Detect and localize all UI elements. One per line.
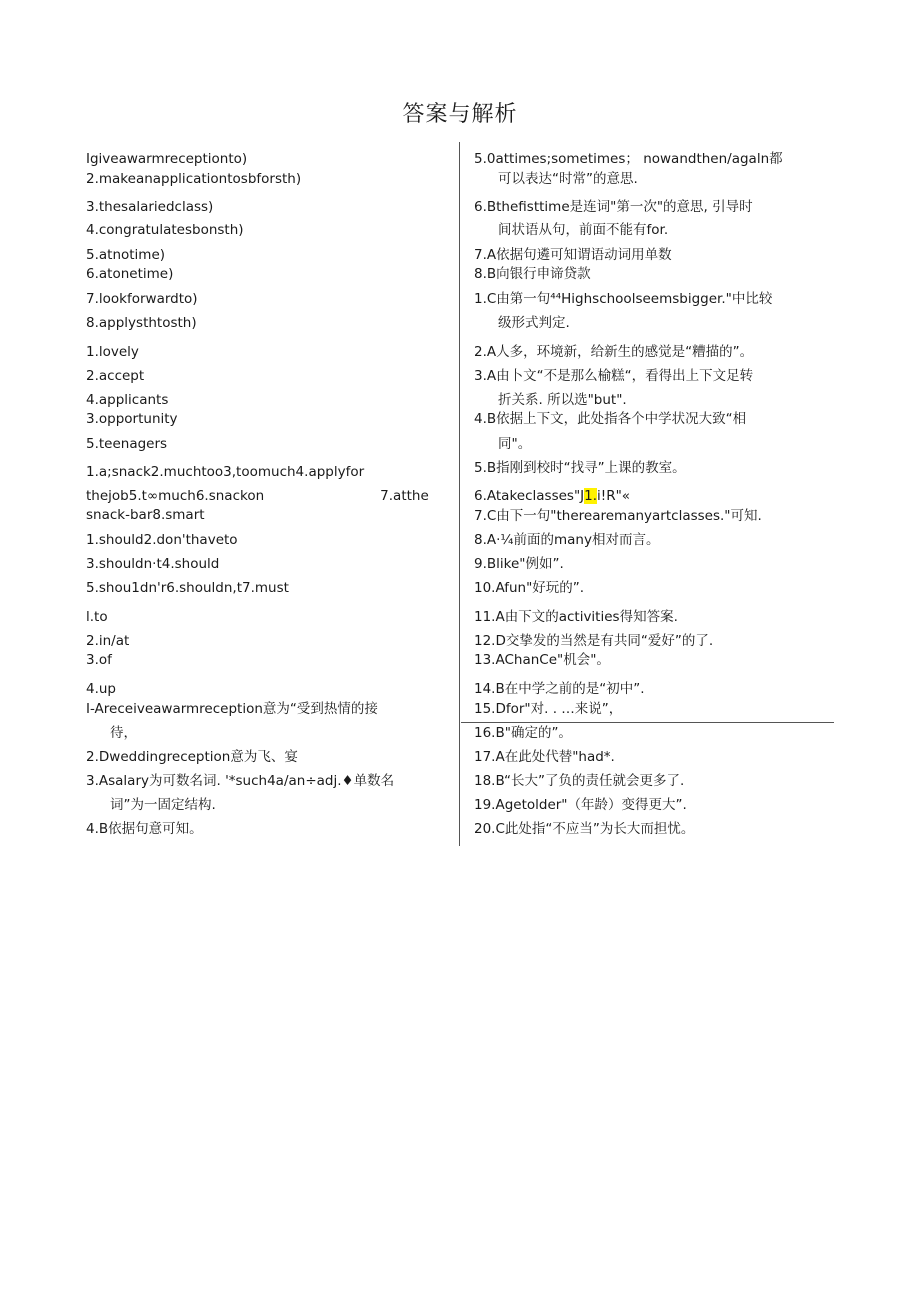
answer-line: 5.0attimes;sometimes； nowandthen/agaln都 [474,151,783,167]
answer-line: 可以表达“时常”的意思. [498,171,638,187]
answer-line: I-Areceiveawarmreception意为“受到热情的接 [86,701,378,717]
answer-line: 3.of [86,652,112,668]
answer-line: 2.makeanapplicationtosbforsth) [86,171,302,187]
answer-text: 7.atthe [380,488,429,504]
answer-line-split [86,487,429,505]
answer-line: 3.shouldn·t4.should [86,556,220,572]
answer-line: 4.applicants [86,392,169,408]
answer-line: 待， [110,725,137,741]
highlight-mark: 1. [584,488,598,504]
right-column-rule [461,722,834,723]
answer-line: 16.B"确定的”。 [474,725,572,741]
answer-text: 6.Atakeclasses"J [474,488,585,504]
answer-line: 8.B向银行申谛贷款 [474,266,591,282]
answer-line: l.to [86,609,108,625]
answer-line: 14.B在中学之前的是“初中”. [474,681,645,697]
answer-line: 3.thesalariedclass) [86,199,214,215]
answer-line: 8.A·¼前面的many相对而言。 [474,532,660,548]
answer-line: 3.Asalary为可数名词. '*such4a/an÷adj.♦单数名 [86,773,395,789]
answer-line: 折关系. 所以选"but". [498,392,627,408]
answer-line: 4.congratulatesbonsth) [86,222,244,238]
answer-line: 6.Bthefisttime是连词"第一次"的意思, 引导时 [474,199,753,215]
answer-line: 4.B依据句意可知。 [86,821,203,837]
answer-line: 1.C由第一句⁴⁴Highschoolseemsbigger."中比较 [474,291,773,307]
answer-line: 词”为一固定结构. [110,797,216,813]
answer-line: 3.A由卜文“不是那么榆糕“，看得出上下文足转 [474,368,754,384]
answer-line: 5.B指刚到校时“找寻”上课的教室。 [474,460,686,476]
answer-text: thejob5.t∞much6.snackon [86,488,265,504]
answer-line: 12.D交挚发的当然是有共同“爱好”的了. [474,633,714,649]
answer-line: 8.applysthtosth) [86,315,197,331]
answer-line: 5.teenagers [86,436,168,452]
answer-line: 4.B依据上下文，此处指各个中学状况大致“相 [474,411,747,427]
answer-line: 间状语从句，前面不能有for. [498,222,669,238]
answer-line: 1.a;snack2.muchtoo3,toomuch4.applyfor [86,464,365,480]
answer-line: Igiveawarmreceptionto) [86,151,248,167]
answer-line: 20.C此处指“不应当”为长大而担忧。 [474,821,695,837]
answer-line: 6.atonetime) [86,266,174,282]
answer-line: 4.up [86,681,117,697]
answer-line: 18.B“长大”了负的责任就会更多了. [474,773,685,789]
answer-line: 5.shou1dn'r6.shouldn,t7.must [86,580,289,596]
answer-line: 7.C由下一句"therearemanyartclasses."可知. [474,508,762,524]
answer-line: 2.A人多，环境新，给新生的感觉是“糟描的”。 [474,344,754,360]
answer-line: 15.Dfor"对. . …来说”， [474,701,623,717]
answer-line: 2.in/at [86,633,130,649]
answer-text: i!R"« [597,488,631,504]
answer-line: 同"。 [498,436,532,452]
answer-line: 7.lookforwardto) [86,291,198,307]
answer-line: snack-bar8.smart [86,507,205,523]
answer-line: 1.should2.don'thaveto [86,532,238,548]
answer-line: 5.atnotime) [86,247,166,263]
answer-line: 9.Blike"例如”. [474,556,564,572]
answer-line: 2.accept [86,368,145,384]
answer-line: 17.A在此处代替"had*. [474,749,615,765]
answer-line: 3.opportunity [86,411,178,427]
answer-line: 19.Agetolder"（年龄）变得更大”. [474,797,687,813]
answer-line: 2.Dweddingreception意为飞、宴 [86,749,298,765]
answer-line: 11.A由下文的activities得知答案. [474,609,678,625]
answer-line: 级形式判定. [498,315,570,331]
answer-line-highlight [474,487,630,505]
answer-line: 1.lovely [86,344,139,360]
answer-line: 10.Afun"好玩的”. [474,580,585,596]
page-title: 答案与解析 [402,102,518,127]
answer-line: 7.A依据句遴可知谓语动词用单数 [474,247,672,263]
answer-line: 13.AChanCe"机会"。 [474,652,610,668]
column-divider [459,142,460,846]
